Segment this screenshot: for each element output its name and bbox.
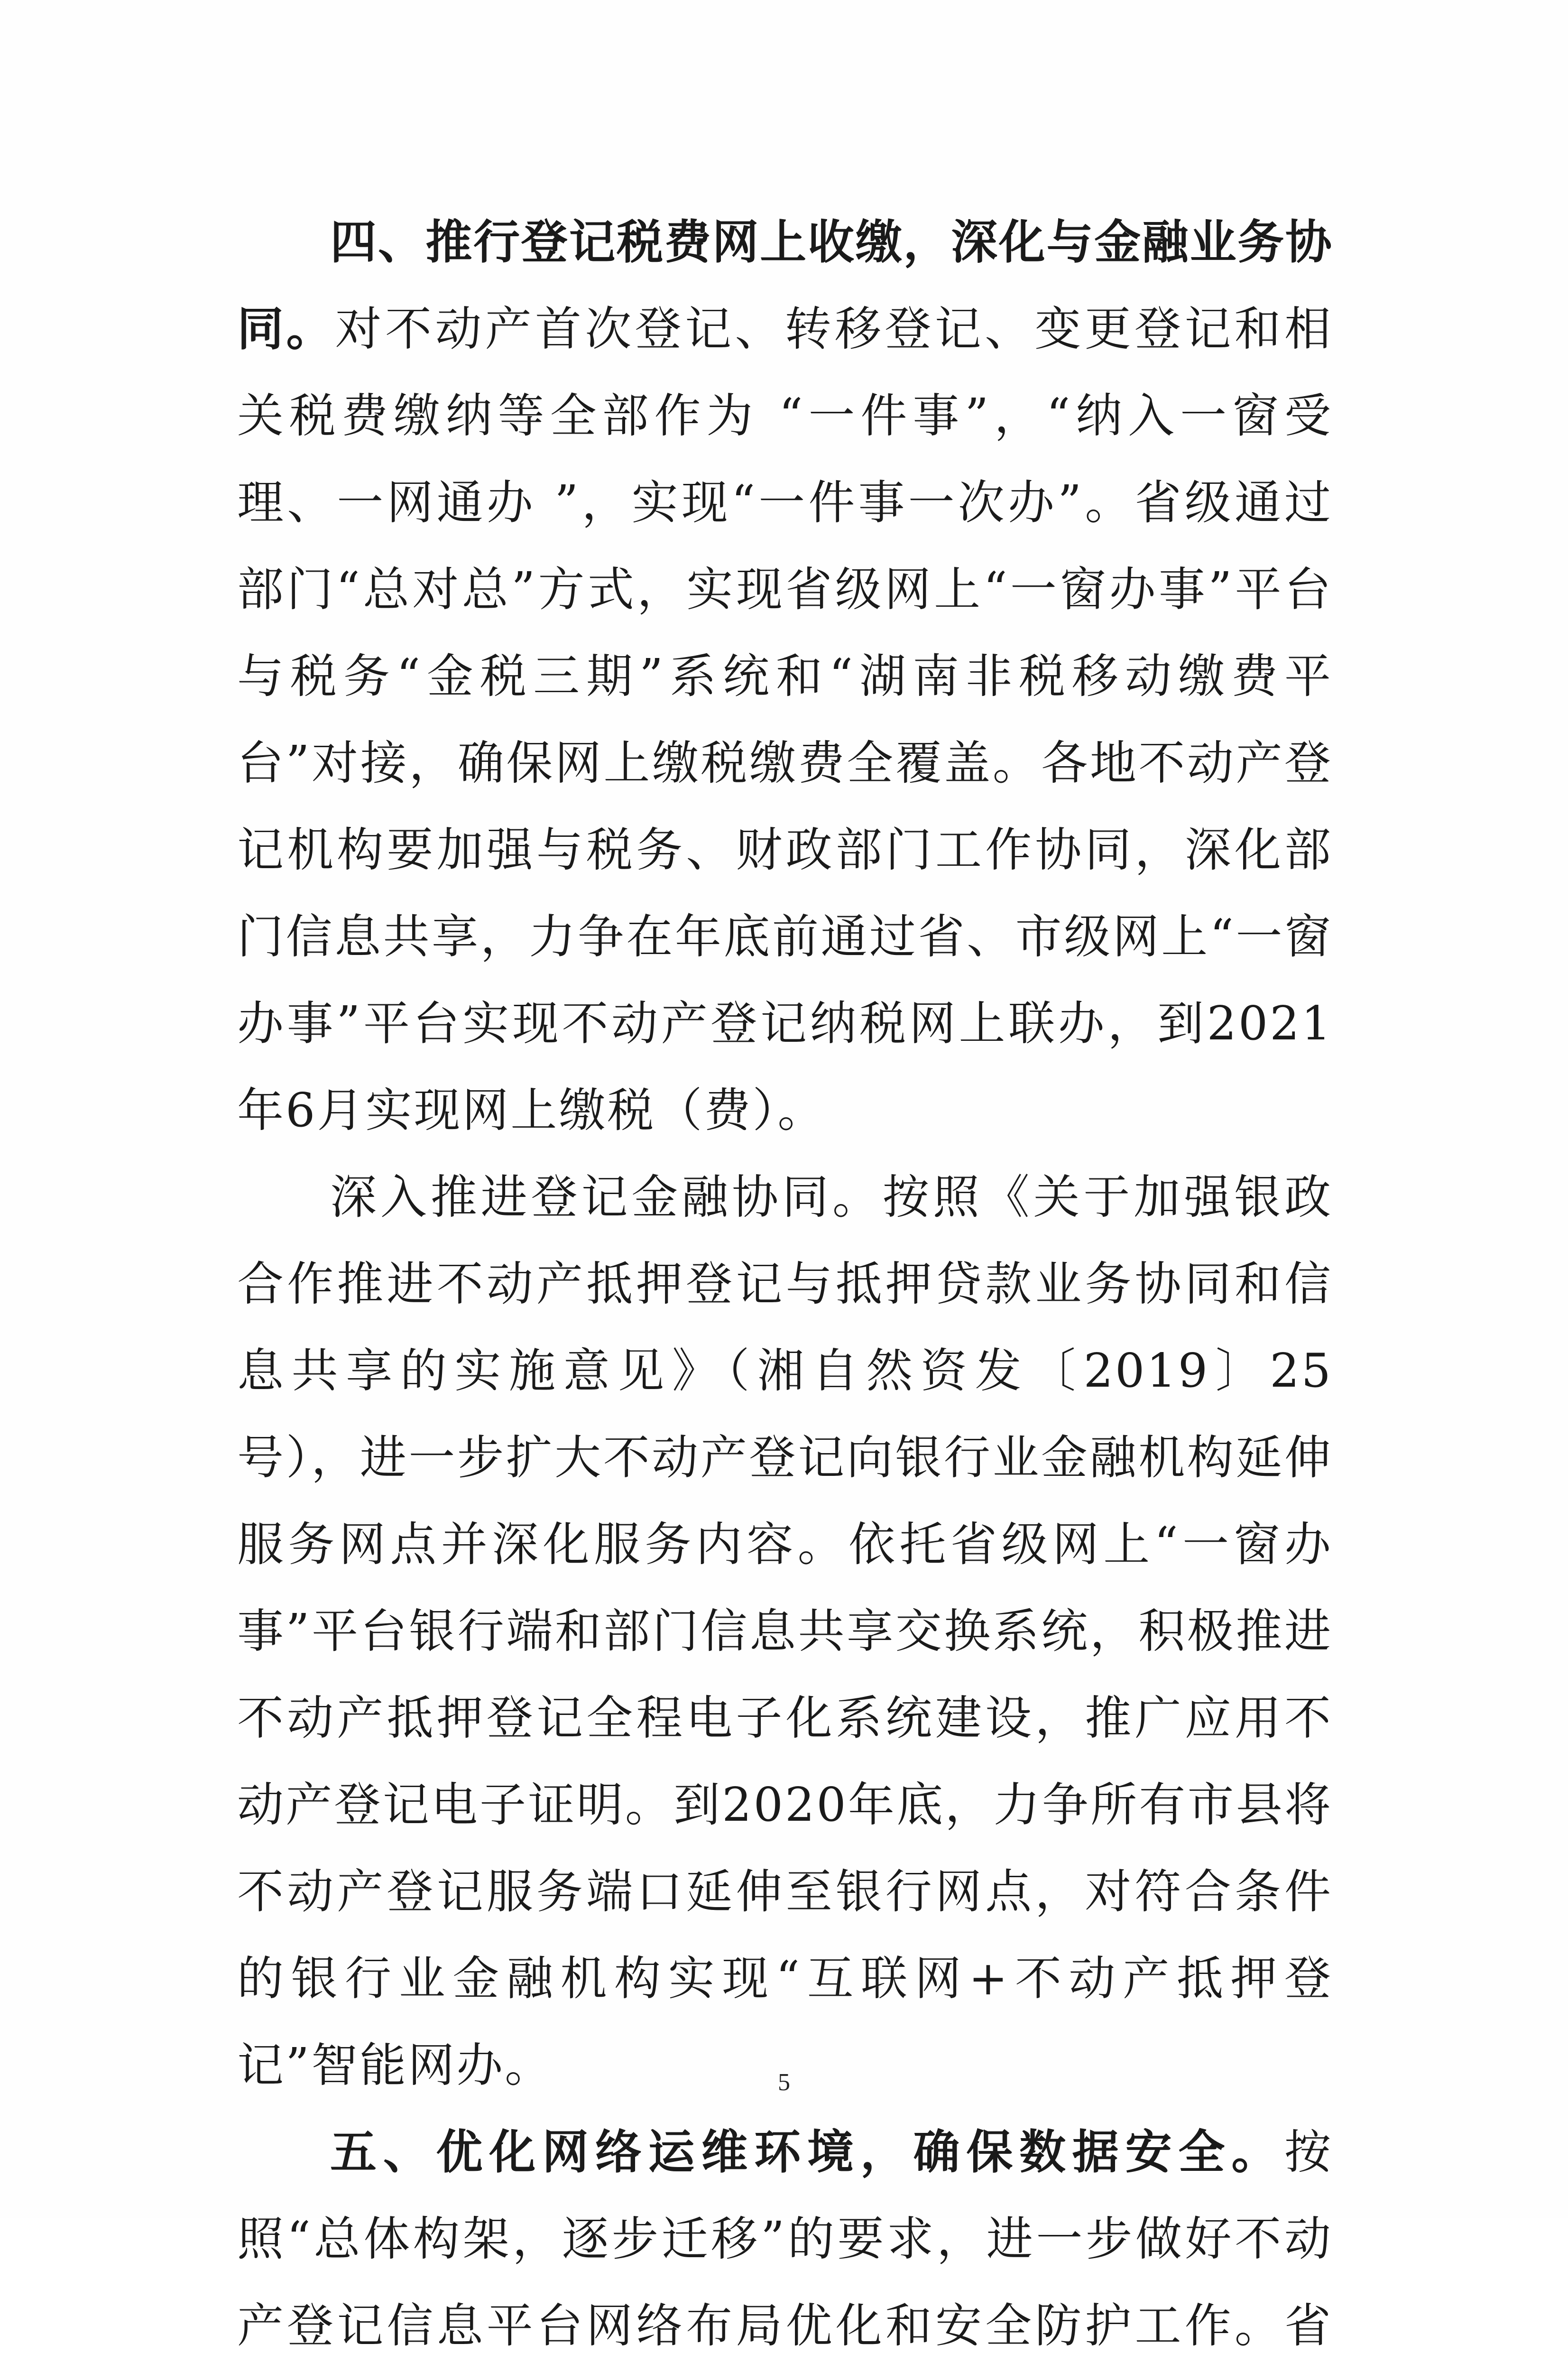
page-number: 5 [778, 2069, 790, 2096]
paragraph-text: 深入推进登记金融协同。按照《关于加强银政合作推进不动产抵押登记与抵押贷款业务协同和信息共享的实施意见》（湘自然资发〔2019〕25号），进一步扩大不动产登记向银行业金融机构延伸服务网点并深化服务内容。依托省级网上“一窗办事”平台银行端和部门信息共享交换系统，积极推进不动产抵押登记全程电子化系统建设，推广应用不动产登记电子证明。到2020年底，力争所有市县将不动产登记服务端口延伸至银行网点，对符合条件的银行业金融机构实现“互联网+不动产抵押登记”智能网办。 [237, 1170, 1333, 2093]
paragraph-section-four [237, 199, 1333, 1154]
paragraph-finance-coordination [237, 1154, 1333, 2109]
section-heading-four: 四、推行登记税费网上收缴，深化与金融业务协同。 [237, 215, 1333, 356]
paragraph-text: 按照“总体构架，逐步迁移”的要求，进一步做好不动产登记信息平台网络布局优化和安全防护工作。省 [237, 2125, 1333, 2353]
document-body [237, 199, 1333, 2372]
paragraph-text: 对不动产首次登记、转移登记、变更登记和相关税费缴纳等全部作为 “一件事”，“纳入一窗受理、一网通办 ”，实现“一件事一次办”。省级通过部门“总对总”方式，实现省级网上“一窗办事”平台与税务“金税三期”系统和“湖南非税移动缴费平台”对接，确保网上缴税缴费全覆盖。各地不动产登记机构要加强与税务、财政部门工作协同，深化部门信息共享，力争在年底前通过省、市级网上“一窗办事”平台实现不动产登记纳税网上联办，到2021年6月实现网上缴税（费）。 [237, 302, 1333, 1138]
section-heading-five: 五、优化网络运维环境，确保数据安全。 [330, 2125, 1284, 2179]
paragraph-section-five [237, 2109, 1333, 2372]
